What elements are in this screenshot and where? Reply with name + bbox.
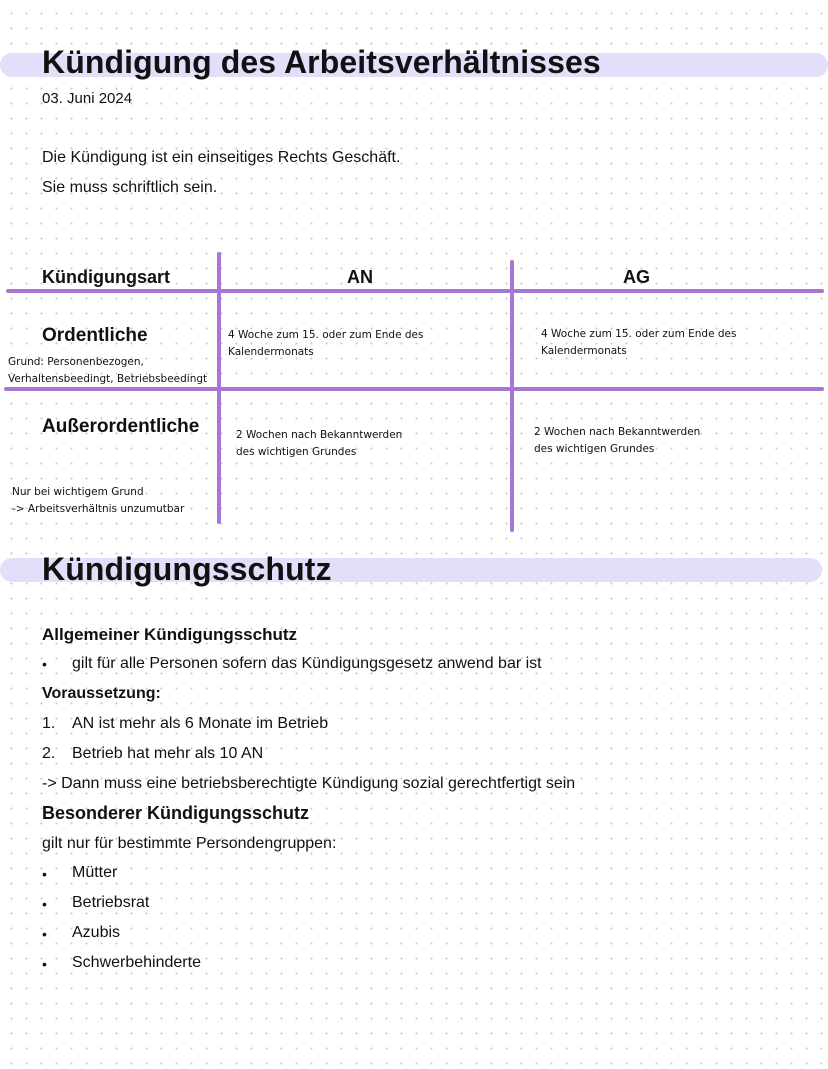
row-ordentliche-note-1: Grund: Personenbezogen, bbox=[8, 356, 144, 368]
row-ordentliche-an-1: 4 Woche zum 15. oder zum Ende des bbox=[228, 329, 424, 341]
prereq-item-2-text: Betrieb hat mehr als 10 AN bbox=[72, 745, 264, 762]
intro-line-1: Die Kündigung ist ein einseitiges Rechts Geschäft. bbox=[42, 149, 401, 166]
row-ausserordentliche-an-2: des wichtigen Grundes bbox=[236, 446, 357, 458]
special-intro: gilt nur für bestimmte Persondengruppen: bbox=[42, 835, 337, 852]
row-ordentliche-type: Ordentliche bbox=[42, 325, 148, 346]
row-ausserordentliche-ag-2: des wichtigen Grundes bbox=[534, 443, 655, 455]
special-item-azubis: Azubis bbox=[72, 924, 121, 941]
row-ordentliche-an-2: Kalendermonats bbox=[228, 346, 314, 358]
prereq-item-2-num: 2. bbox=[42, 745, 56, 762]
row-ordentliche-ag-2: Kalendermonats bbox=[541, 345, 627, 357]
page-title: Kündigung des Arbeitsverhältnisses bbox=[42, 44, 601, 80]
table-col-divider-1 bbox=[217, 252, 221, 524]
special-heading: Besonderer Kündigungsschutz bbox=[42, 803, 310, 823]
special-item-schwerbehinderte: Schwerbehinderte bbox=[72, 954, 201, 971]
row-ausserordentliche-type: Außerordentliche bbox=[42, 416, 200, 437]
table-header-ag: AG bbox=[623, 267, 650, 287]
prereq-heading: Voraussetzung: bbox=[42, 685, 161, 702]
intro-line-2: Sie muss schriftlich sein. bbox=[42, 179, 218, 196]
table-header-an: AN bbox=[347, 267, 373, 287]
row-ausserordentliche-note-1: Nur bei wichtigem Grund bbox=[12, 486, 144, 498]
general-heading: Allgemeiner Kündigungsschutz bbox=[42, 625, 298, 644]
row-ordentliche-ag-1: 4 Woche zum 15. oder zum Ende des bbox=[541, 328, 737, 340]
table-header-kuendigungsart: Kündigungsart bbox=[42, 267, 170, 287]
row-ausserordentliche-an-1: 2 Wochen nach Bekanntwerden bbox=[236, 429, 403, 441]
row-ausserordentliche-note-2: -> Arbeitsverhältnis unzumutbar bbox=[12, 503, 185, 515]
bullet-icon: • bbox=[42, 656, 47, 672]
special-item-betriebsrat: Betriebsrat bbox=[72, 894, 150, 911]
row-ausserordentliche-ag-1: 2 Wochen nach Bekanntwerden bbox=[534, 426, 701, 438]
table-col-divider-2 bbox=[510, 260, 514, 532]
bullet-icon: • bbox=[42, 866, 47, 882]
section-title: Kündigungsschutz bbox=[42, 551, 332, 587]
table-header-line bbox=[6, 289, 824, 293]
page-date: 03. Juni 2024 bbox=[42, 90, 133, 107]
bullet-icon: • bbox=[42, 956, 47, 972]
bullet-icon: • bbox=[42, 926, 47, 942]
prereq-item-1-num: 1. bbox=[42, 715, 56, 732]
bullet-icon: • bbox=[42, 896, 47, 912]
special-item-muetter: Mütter bbox=[72, 864, 118, 881]
row-ordentliche-note-2: Verhaltensbeedingt, Betriebsbeedingt bbox=[8, 373, 208, 385]
general-bullet-text: gilt für alle Personen sofern das Kündigungsgesetz anwend bar ist bbox=[72, 655, 542, 672]
prereq-item-1-text: AN ist mehr als 6 Monate im Betrieb bbox=[72, 715, 329, 732]
consequence-text: -> Dann muss eine betriebsberechtigte Kündigung sozial gerechtfertigt sein bbox=[42, 775, 576, 792]
